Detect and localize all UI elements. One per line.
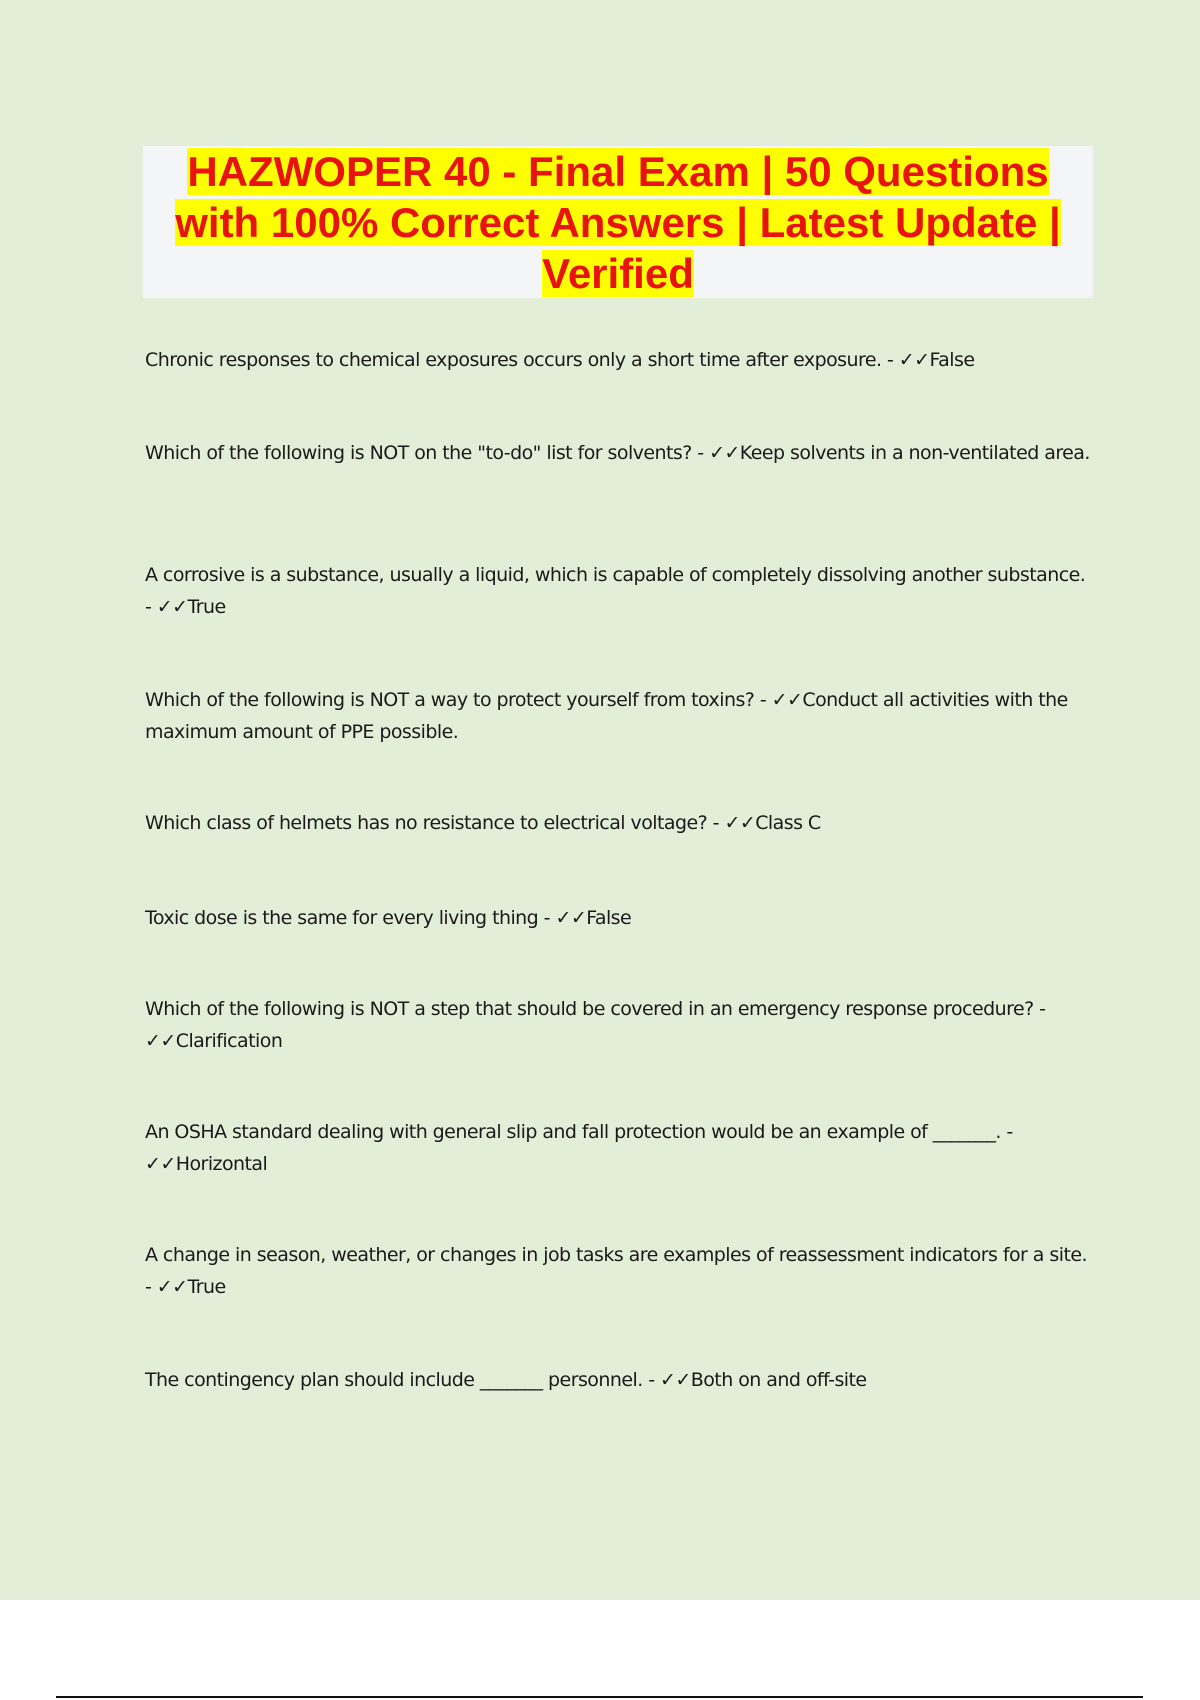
title-box [143,146,1093,298]
document-title [143,146,1093,299]
qa-item-8: An OSHA standard dealing with general slip and fall protection would be an example of _______. - ✓✓Horizontal [145,1121,1013,1175]
document-title-text: HAZWOPER 40 - Final Exam | 50 Questions with 100% Correct Answers | Latest Update | Verified [175,148,1061,297]
qa-item-7: Which of the following is NOT a step that should be covered in an emergency response procedure? - ✓✓Clarification [145,998,1046,1052]
footer-divider [56,1696,1143,1698]
qa-item-6: Toxic dose is the same for every living thing - ✓✓False [145,907,632,929]
qa-item-1: Chronic responses to chemical exposures occurs only a short time after exposure. - ✓✓False [145,349,975,371]
qa-item-10: The contingency plan should include _______ personnel. - ✓✓Both on and off-site [145,1369,867,1391]
qa-item-5: Which class of helmets has no resistance to electrical voltage? - ✓✓Class C [145,812,821,834]
qa-item-9: A change in season, weather, or changes in job tasks are examples of reassessment indicators for a site. - ✓✓True [145,1244,1087,1298]
qa-item-4: Which of the following is NOT a way to protect yourself from toxins? - ✓✓Conduct all activities with the maximum amount of PPE possible. [145,689,1068,743]
qa-item-2: Which of the following is NOT on the "to-do" list for solvents? - ✓✓Keep solvents in a non-ventilated area. [145,442,1090,464]
qa-item-3: A corrosive is a substance, usually a liquid, which is capable of completely dissolving another substance. - ✓✓True [145,564,1086,618]
